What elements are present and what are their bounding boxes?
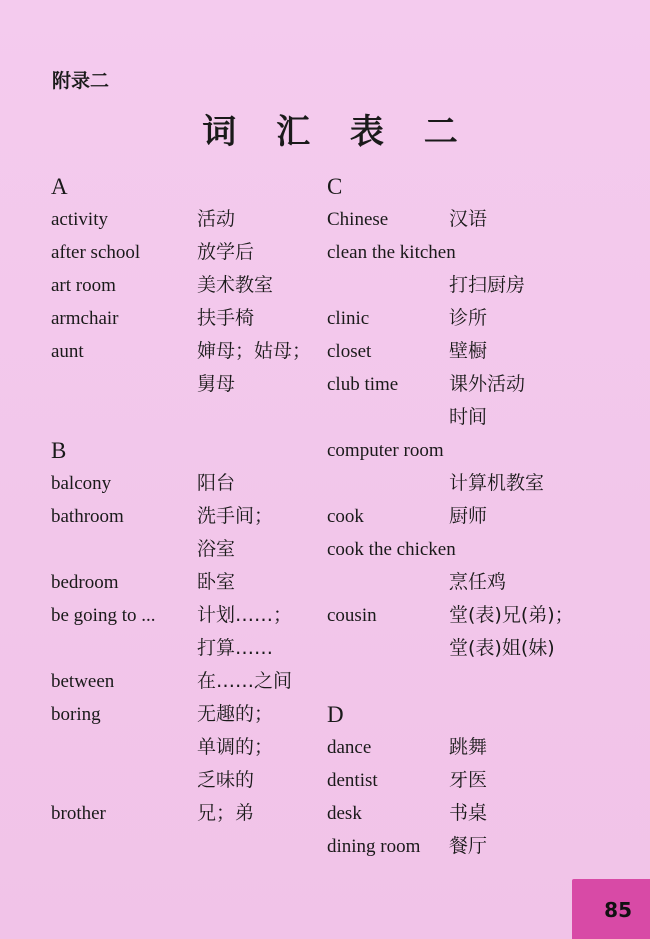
entry-row (327, 302, 627, 335)
entry-english: activity (51, 209, 108, 230)
entry-row (327, 533, 627, 566)
entry-english: boring (51, 704, 101, 725)
entry-row (51, 533, 311, 566)
entry-row (51, 599, 311, 632)
entry-chinese: 乏味的 (197, 769, 255, 791)
glossary-entry (51, 698, 311, 797)
entry-row (327, 368, 627, 401)
page-number: 85 (604, 898, 632, 922)
glossary-entry (327, 599, 627, 665)
entry-english: dining room (327, 836, 421, 857)
entry-row (51, 335, 311, 368)
entry-row (327, 500, 627, 533)
glossary-column-left (51, 170, 311, 830)
section-letter: C (327, 174, 343, 199)
glossary-entry (51, 203, 311, 236)
entry-row (51, 302, 311, 335)
entry-english: brother (51, 803, 106, 824)
entry-row (51, 203, 311, 236)
entry-chinese: 无趣的； (197, 703, 274, 725)
entry-english: after school (51, 242, 141, 263)
glossary-entry (327, 434, 627, 500)
glossary-entry (51, 467, 311, 500)
entry-english: bedroom (51, 572, 119, 593)
entry-chinese: 烹任鸡 (449, 571, 507, 593)
entry-chinese: 计算机教室 (449, 472, 545, 494)
entry-english: between (51, 671, 115, 692)
entry-row (51, 764, 311, 797)
glossary-entry (327, 500, 627, 533)
entry-chinese: 餐厅 (449, 835, 488, 857)
glossary-entry (327, 203, 627, 236)
entry-chinese: 单调的； (197, 736, 274, 758)
entry-row (327, 632, 627, 665)
entry-row (51, 665, 311, 698)
entry-row (327, 797, 627, 830)
entry-chinese: 时间 (449, 406, 488, 428)
entry-english: be going to ... (51, 605, 156, 626)
entry-chinese: 牙医 (449, 769, 488, 791)
glossary-entry (51, 566, 311, 599)
glossary-entry (51, 500, 311, 566)
entry-row (51, 731, 311, 764)
entry-english: desk (327, 803, 362, 824)
entry-english: dentist (327, 770, 378, 791)
entry-chinese: 婶母；姑母； (197, 340, 312, 362)
glossary-entry (327, 335, 627, 368)
glossary-entry (327, 731, 627, 764)
entry-row (327, 401, 627, 434)
entry-chinese: 舅母 (197, 373, 236, 395)
glossary-entry (51, 599, 311, 665)
entry-chinese: 堂(表)兄(弟)； (449, 604, 574, 626)
entry-chinese: 课外活动 (449, 373, 526, 395)
entry-row (327, 599, 627, 632)
entry-row (327, 830, 627, 863)
entry-english: bathroom (51, 506, 124, 527)
entry-english: clinic (327, 308, 370, 329)
entry-row (327, 434, 627, 467)
entry-chinese: 壁橱 (449, 340, 488, 362)
entry-english: closet (327, 341, 372, 362)
entry-row (327, 203, 627, 236)
glossary-entry (51, 302, 311, 335)
entry-row (327, 731, 627, 764)
section-letter: D (327, 702, 344, 727)
entry-chinese: 扶手椅 (197, 307, 255, 329)
glossary-entry (51, 335, 311, 401)
page-title: 词 汇 表 二 (202, 112, 472, 152)
entry-chinese: 卧室 (197, 571, 236, 593)
entry-row (51, 797, 311, 830)
entry-row (51, 632, 311, 665)
entry-row (51, 500, 311, 533)
entry-english: Chinese (327, 209, 389, 230)
entry-chinese: 厨师 (449, 505, 488, 527)
entry-chinese: 汉语 (449, 208, 488, 230)
entry-english: cousin (327, 605, 377, 626)
entry-english: cook (327, 506, 364, 527)
section-letter: B (51, 438, 67, 463)
entry-english: club time (327, 374, 399, 395)
entry-chinese: 诊所 (449, 307, 488, 329)
glossary-entry (327, 764, 627, 797)
entry-english: armchair (51, 308, 119, 329)
glossary-entry (51, 236, 311, 269)
section-spacer (51, 401, 311, 434)
glossary-entry (51, 269, 311, 302)
entry-chinese: 美术教室 (197, 274, 274, 296)
entry-english: cook the chicken (327, 539, 456, 560)
entry-row (51, 467, 311, 500)
entry-row (51, 368, 311, 401)
glossary-entry (51, 797, 311, 830)
entry-row (327, 467, 627, 500)
entry-english: clean the kitchen (327, 242, 456, 263)
entry-chinese: 跳舞 (449, 736, 488, 758)
entry-chinese: 阳台 (197, 472, 236, 494)
entry-chinese: 活动 (197, 208, 236, 230)
glossary-entry (327, 302, 627, 335)
entry-chinese: 计划……； (197, 604, 293, 626)
glossary-entry (327, 368, 627, 434)
entry-english: aunt (51, 341, 84, 362)
section-letter: A (51, 174, 68, 199)
glossary-entry (327, 830, 627, 863)
entry-row (51, 698, 311, 731)
glossary-entry (327, 236, 627, 302)
glossary-entry (327, 797, 627, 830)
entry-row (51, 236, 311, 269)
entry-english: balcony (51, 473, 112, 494)
entry-english: computer room (327, 440, 444, 461)
entry-row (51, 566, 311, 599)
entry-chinese: 兄；弟 (197, 802, 255, 824)
glossary-entry (327, 533, 627, 599)
entry-english: art room (51, 275, 116, 296)
entry-chinese: 放学后 (197, 241, 255, 263)
glossary-column-right (327, 170, 627, 863)
entry-row (327, 764, 627, 797)
section-spacer (327, 665, 627, 698)
entry-row (51, 269, 311, 302)
entry-chinese: 在……之间 (197, 670, 293, 692)
entry-chinese: 打算…… (197, 637, 274, 659)
entry-row (327, 566, 627, 599)
entry-english: dance (327, 737, 372, 758)
entry-chinese: 浴室 (197, 538, 236, 560)
entry-row (327, 335, 627, 368)
entry-row (327, 269, 627, 302)
entry-row (327, 236, 627, 269)
appendix-label: 附录二 (52, 70, 110, 92)
glossary-entry (51, 665, 311, 698)
entry-chinese: 堂(表)姐(妹) (449, 637, 555, 659)
entry-chinese: 打扫厨房 (449, 274, 526, 296)
entry-chinese: 洗手间； (197, 505, 274, 527)
entry-chinese: 书桌 (449, 802, 488, 824)
